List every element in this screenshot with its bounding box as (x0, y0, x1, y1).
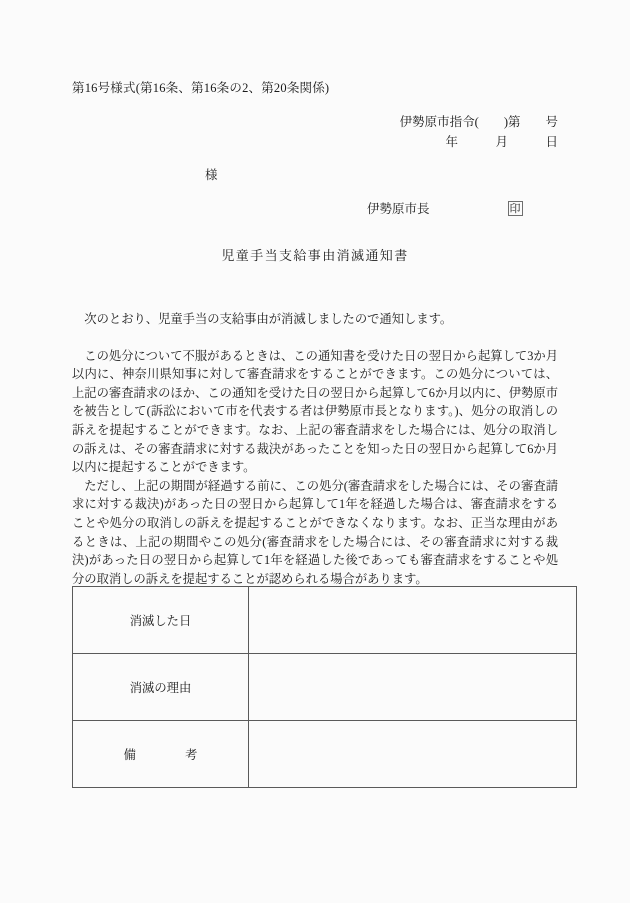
issuer-block (367, 199, 523, 217)
seal-stamp-icon: 印 (509, 202, 521, 215)
body-text (72, 310, 558, 588)
row-value-reason-for-termination[interactable] (249, 654, 577, 721)
table-row (73, 587, 577, 654)
row-value-date-of-termination[interactable] (249, 587, 577, 654)
table-row (73, 654, 577, 721)
row-label-reason-for-termination: 消滅の理由 (73, 654, 249, 721)
row-label-date-of-termination: 消滅した日 (73, 587, 249, 654)
document-number-line: 伊勢原市指令( )第 号 (399, 115, 558, 129)
issuer-name: 伊勢原市長 (367, 202, 430, 216)
page-title: 児童手当支給事由消滅通知書 (221, 248, 409, 263)
body-paragraph-1: この処分について不服があるときは、この通知書を受けた日の翌日から起算して3か月以内に、神奈川県知事に対して審査請求をすることができます。この処分については、上記の審査請求のほか、この通知を受けた日の翌日から起算して6か月以内に、伊勢原市を被告として(訴訟において市を代表する者は伊勢原市長となります。)、処分の取消しの訴えを提起することができます。なお、上記の審査請求をした場合には、処分の取消しの訴えは、その審査請求に対する裁決があったことを知った日の翌日から起算して6か月以内に提起することができます。 (72, 348, 558, 475)
form-code: 第16号様式(第16条、第16条の2、第20条関係) (72, 81, 330, 95)
body-paragraph-2: ただし、上記の期間が経過する前に、この処分(審査請求をした場合には、その審査請求に対する裁決)があった日の翌日から起算して1年を経過した場合は、審査請求をすることや処分の取消しの訴えを提起することができなくなります。なお、正当な理由があるときは、上記の期間やこの処分(審査請求をした場合には、その審査請求に対する裁決)があった日の翌日から起算して1年を経過した後であっても審査請求をすることや処分の取消しの訴えを提起することが認められる場合があります。 (72, 478, 558, 586)
row-value-remarks[interactable] (249, 721, 577, 788)
details-table (72, 586, 577, 788)
document-number-block (330, 112, 558, 152)
document-date-line: 年 月 日 (445, 135, 558, 149)
row-label-remarks: 備 考 (73, 721, 249, 788)
table-row (73, 721, 577, 788)
body-lead-paragraph: 次のとおり、児童手当の支給事由が消滅しましたので通知します。 (84, 312, 453, 326)
addressee-suffix: 様 (205, 168, 218, 182)
